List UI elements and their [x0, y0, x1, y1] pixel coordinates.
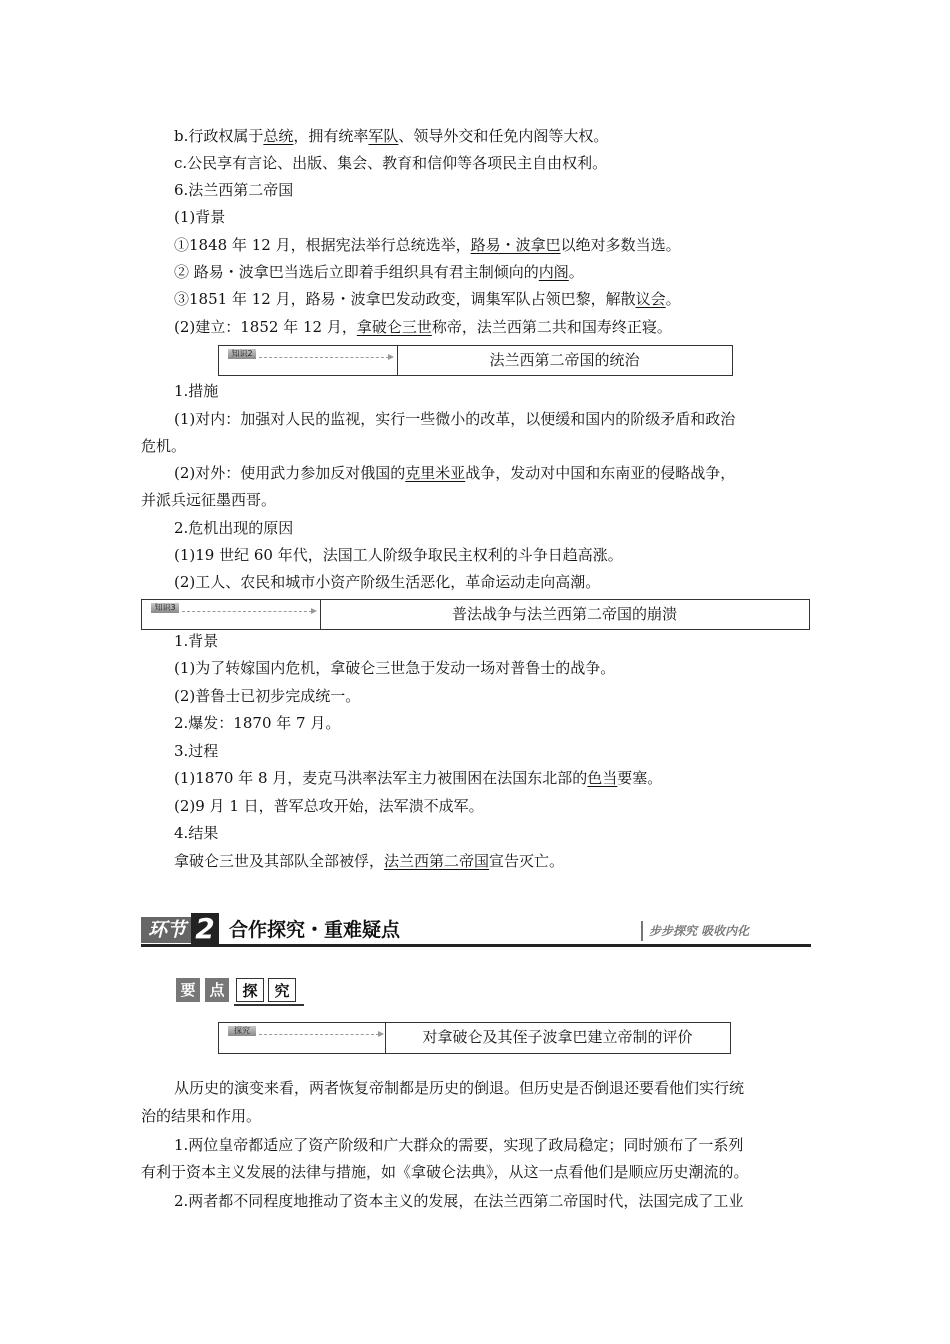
arrow-icon	[259, 1034, 379, 1035]
banner-label: 环节	[141, 917, 193, 943]
explore-tag: 探究	[228, 1026, 256, 1036]
subheading: 2.危机出现的原因	[174, 519, 294, 537]
box-title: 法兰西第二帝国的统治	[489, 351, 640, 369]
text-line: (2)对外：使用武力参加反对俄国的克里米亚战争，发动对中国和东南亚的侵略战争，	[174, 464, 736, 482]
arrow-icon	[182, 611, 312, 612]
text-line: (1)为了转嫁国内危机，拿破仑三世急于发动一场对普鲁士的战争。	[174, 659, 616, 677]
knowledge-tag: 知识2	[228, 349, 256, 359]
subheading: 2.爆发：1870 年 7 月。	[174, 714, 341, 732]
text-line: ①1848 年 12 月，根据宪法举行总统选举，路易・波拿巴以绝对多数当选。	[174, 236, 681, 254]
text-line: 1.两位皇帝都适应了资产阶级和广大群众的需要，实现了政局稳定；同时颁布了一系列	[174, 1136, 744, 1154]
subheading: 3.过程	[174, 742, 219, 760]
knowledge-box	[141, 599, 810, 630]
subheading: (1)背景	[174, 208, 226, 226]
text-line: (1)1870 年 8 月，麦克马洪率法军主力被围困在法国东北部的色当要塞。	[174, 769, 663, 787]
text-line: 并派兵远征墨西哥。	[141, 491, 277, 509]
banner-number: 2	[191, 913, 219, 945]
banner-rule	[141, 944, 811, 947]
text-line: c.公民享有言论、出版、集会、教育和信仰等各项民主自由权利。	[174, 154, 608, 172]
text-line: ② 路易・波拿巴当选后立即着手组织具有君主制倾向的内阁。	[174, 263, 584, 281]
subheading: 1.措施	[174, 382, 219, 400]
text-line: (1)19 世纪 60 年代，法国工人阶级争取民主权利的斗争日趋高涨。	[174, 546, 623, 564]
knowledge-tag: 知识3	[151, 603, 179, 613]
text-line: (2)9 月 1 日，普军总攻开始，法军溃不成军。	[174, 797, 484, 815]
text-line: 拿破仑三世及其部队全部被俘，法兰西第二帝国宣告灭亡。	[174, 852, 565, 870]
section-banner	[141, 913, 811, 947]
key-point-char: 探	[236, 978, 264, 1002]
key-point-char: 点	[205, 978, 229, 1002]
key-point-char: 究	[268, 978, 296, 1002]
text-line: ③1851 年 12 月，路易・波拿巴发动政变，调集军队占领巴黎，解散议会。	[174, 290, 681, 308]
text-line: 危机。	[141, 437, 187, 455]
arrow-icon	[259, 357, 389, 358]
text-line: 从历史的演变来看，两者恢复帝制都是历史的倒退。但历史是否倒退还要看他们实行统	[174, 1079, 745, 1097]
text-line: (1)对内：加强对人民的监视，实行一些微小的改革，以便缓和国内的阶级矛盾和政治	[174, 410, 736, 428]
text-line: (2)建立：1852 年 12 月，拿破仑三世称帝，法兰西第二共和国寿终正寝。	[174, 318, 672, 336]
banner-title: 合作探究・重难疑点	[229, 919, 401, 941]
text-line: 有利于资本主义发展的法律与措施，如《拿破仑法典》，从这一点看他们是顺应历史潮流的。	[141, 1163, 749, 1181]
knowledge-box	[218, 345, 733, 376]
explore-box	[218, 1022, 731, 1054]
text-line: (2)工人、农民和城市小资产阶级生活恶化，革命运动走向高潮。	[174, 573, 601, 591]
box-title: 对拿破仑及其侄子波拿巴建立帝制的评价	[422, 1028, 693, 1046]
subheading: 4.结果	[174, 824, 219, 842]
box-title: 普法战争与法兰西第二帝国的崩溃	[451, 605, 677, 623]
banner-tagline: 步步探究 吸收内化	[641, 921, 749, 941]
key-point-char: 要	[176, 978, 200, 1002]
text-line: b.行政权属于总统，拥有统率军队、领导外交和任免内阁等大权。	[174, 127, 609, 145]
text-line: 2.两者都不同程度地推动了资本主义的发展，在法兰西第二帝国时代，法国完成了工业	[174, 1192, 744, 1210]
text-line: (2)普鲁士已初步完成统一。	[174, 687, 361, 705]
key-point-underline	[234, 1004, 304, 1006]
text-line: 治的结果和作用。	[141, 1107, 262, 1125]
subheading: 1.背景	[174, 632, 219, 650]
section-heading: 6.法兰西第二帝国	[174, 181, 294, 199]
